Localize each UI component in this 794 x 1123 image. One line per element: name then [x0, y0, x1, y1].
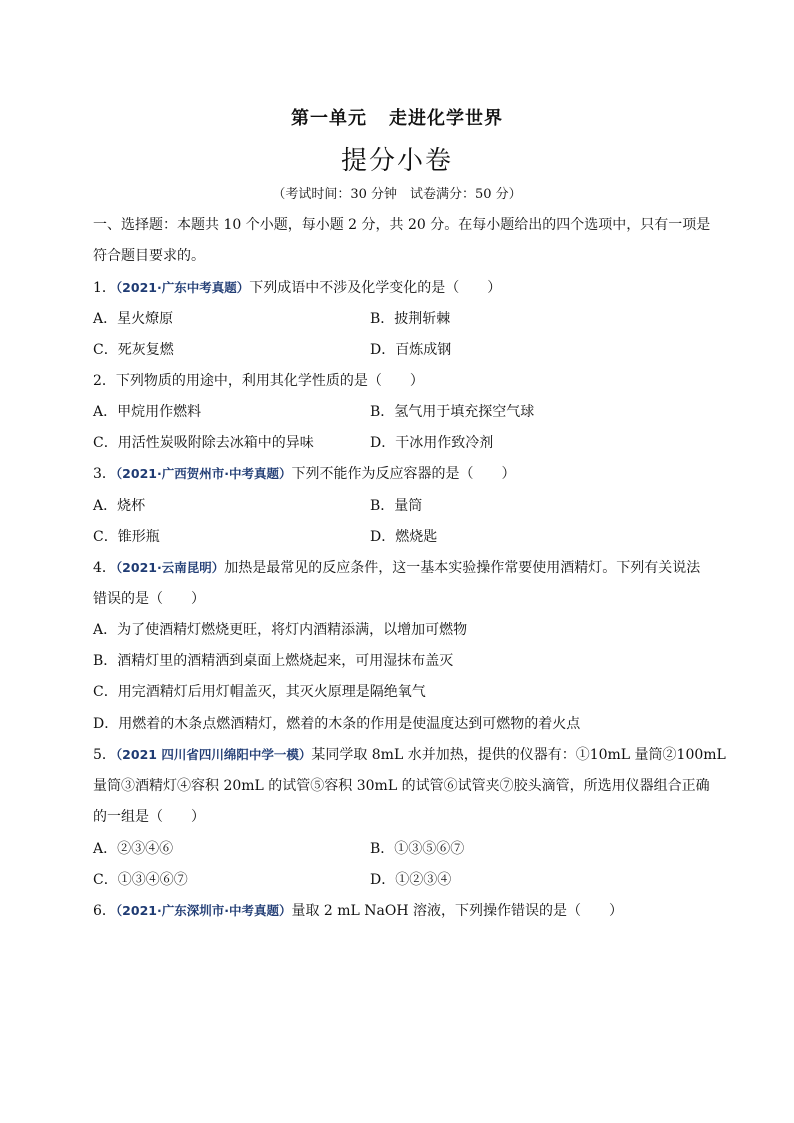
paper-subtitle: 提分小卷 — [340, 146, 453, 176]
question-5-stem-line1: 某同学取 8mL 水并加热，提供的仪器有：①10mL 量筒②100mL — [311, 747, 726, 763]
question-5-option-a: A．②③④⑥ — [93, 841, 174, 857]
question-5-option-d: D．①②③④ — [370, 872, 452, 888]
exam-info: （考试时间：30 分钟 试卷满分：50 分） — [272, 187, 522, 202]
question-2-option-d: D．干冰用作致冷剂 — [370, 435, 494, 451]
question-1-source: （2021·广东中考真题） — [115, 280, 250, 295]
unit-label: 第一单元 — [291, 108, 367, 129]
question-5-option-c: C．①③④⑥⑦ — [93, 872, 188, 888]
question-4-option-d: D．用燃着的木条点燃酒精灯，燃着的木条的作用是使温度达到可燃物的着火点 — [93, 716, 581, 732]
question-2-option-c: C．用活性炭吸附除去冰箱中的异味 — [93, 435, 314, 451]
question-3-option-d: D．燃烧匙 — [370, 529, 438, 545]
unit-title — [0, 104, 794, 130]
question-1-number: 1． — [93, 280, 116, 296]
question-2-stem: 2．下列物质的用途中，利用其化学性质的是（ ） — [93, 373, 424, 389]
question-2-option-a: A．甲烷用作燃料 — [93, 404, 202, 420]
unit-topic: 走进化学世界 — [389, 108, 503, 129]
question-5-stem-line3: 的一组是（ ） — [93, 809, 205, 825]
section-instruction-line2: 符合题目要求的。 — [93, 248, 205, 264]
question-6 — [93, 901, 713, 921]
question-1-stem: 下列成语中不涉及化学变化的是（ ） — [249, 280, 502, 296]
question-3 — [93, 464, 713, 484]
question-4-option-c: C．用完酒精灯后用灯帽盖灭，其灭火原理是隔绝氧气 — [93, 684, 426, 700]
question-5-source: （2021 四川省四川绵阳中学一模） — [115, 747, 312, 762]
question-3-option-a: A．烧杯 — [93, 498, 146, 514]
question-6-number: 6． — [93, 903, 116, 919]
section-instruction-line1: 一、选择题：本题共 10 个小题，每小题 2 分，共 20 分。在每小题给出的四个选项中，只有一项是 — [93, 217, 711, 233]
question-3-number: 3． — [93, 466, 116, 482]
question-3-stem: 下列不能作为反应容器的是（ ） — [291, 466, 516, 482]
question-2-option-b: B．氢气用于填充探空气球 — [370, 404, 535, 420]
question-6-stem: 量取 2 mL NaOH 溶液，下列操作错误的是（ ） — [291, 903, 624, 919]
question-3-source: （2021·广西贺州市·中考真题） — [115, 466, 292, 481]
question-4 — [93, 558, 713, 578]
question-4-option-b: B．酒精灯里的酒精洒到桌面上燃烧起来，可用湿抹布盖灭 — [93, 653, 454, 669]
question-4-option-a: A．为了使酒精灯燃烧更旺，将灯内酒精添满，以增加可燃物 — [93, 622, 468, 638]
question-5-number: 5． — [93, 747, 116, 763]
question-1-option-b: B．披荆斩棘 — [370, 311, 451, 327]
question-5-stem-line2: 量筒③酒精灯④容积 20mL 的试管⑤容积 30mL 的试管⑥试管夹⑦胶头滴管，所选用仪器组合正确 — [93, 778, 710, 794]
question-1-option-d: D．百炼成钢 — [370, 342, 452, 358]
question-5 — [93, 745, 726, 765]
question-5-option-b: B．①③⑤⑥⑦ — [370, 841, 465, 857]
question-4-stem-line1: 加热是最常见的反应条件，这一基本实验操作常要使用酒精灯。下列有关说法 — [224, 560, 701, 576]
question-1 — [93, 278, 713, 298]
question-6-source: （2021·广东深圳市·中考真题） — [115, 903, 292, 918]
question-4-number: 4． — [93, 560, 116, 576]
question-1-option-a: A．星火燎原 — [93, 311, 174, 327]
question-1-option-c: C．死灰复燃 — [93, 342, 174, 358]
question-4-stem-line2: 错误的是（ ） — [93, 591, 205, 607]
question-3-option-b: B．量筒 — [370, 498, 423, 514]
question-4-source: （2021·云南昆明） — [115, 560, 225, 575]
question-3-option-c: C．锥形瓶 — [93, 529, 160, 545]
